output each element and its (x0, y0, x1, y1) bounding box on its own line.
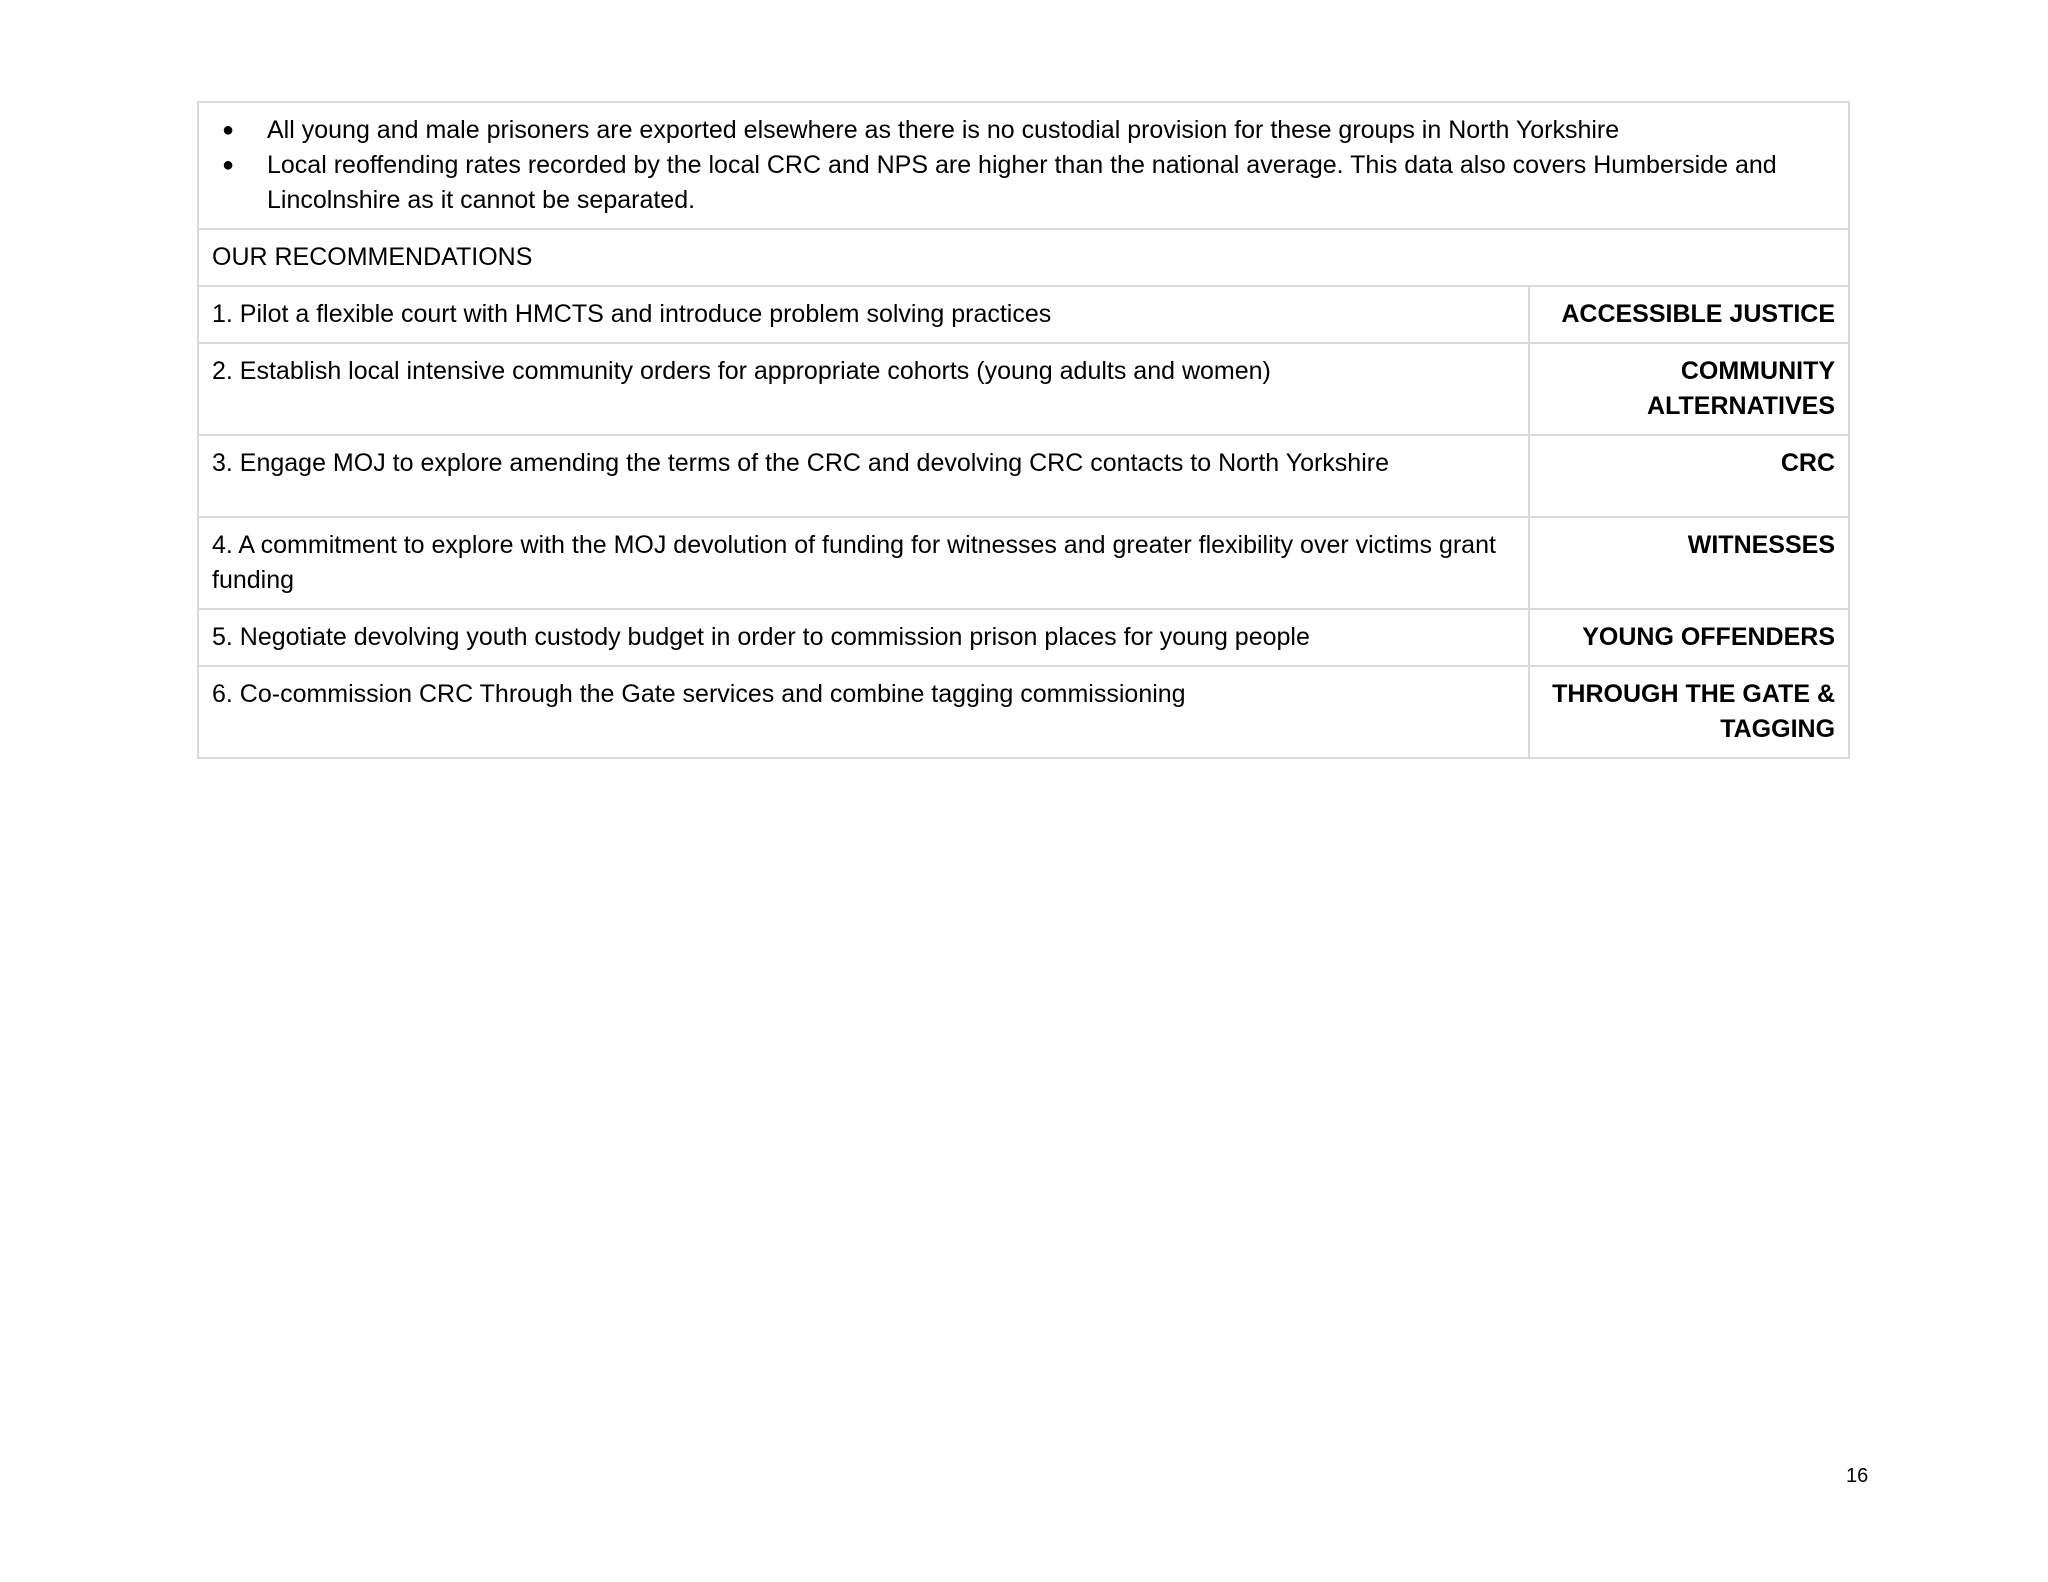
bullet-text: All young and male prisoners are exported elsewhere as there is no custodial provision for these groups in North Yorkshire (267, 116, 1620, 144)
bullets-cell (198, 102, 1849, 229)
recommendation-row (198, 286, 1849, 343)
recommendation-text: 5. Negotiate devolving youth custody budget in order to commission prison places for young people (198, 609, 1529, 666)
recommendation-row (198, 666, 1849, 758)
bullet-icon: ● (222, 119, 235, 141)
bullet-item (212, 113, 1835, 148)
recommendation-tag: THROUGH THE GATE & TAGGING (1529, 666, 1849, 758)
recommendation-tag: WITNESSES (1529, 517, 1849, 609)
recommendation-text: 4. A commitment to explore with the MOJ devolution of funding for witnesses and greater flexibility over victims grant funding (198, 517, 1529, 609)
recommendation-text: 2. Establish local intensive community orders for appropriate cohorts (young adults and women) (198, 343, 1529, 435)
bullet-item (212, 148, 1835, 218)
recommendation-tag: COMMUNITY ALTERNATIVES (1529, 343, 1849, 435)
recommendations-table (197, 101, 1850, 759)
recommendations-header-row (198, 229, 1849, 286)
bullets-row (198, 102, 1849, 229)
recommendation-text: 1. Pilot a flexible court with HMCTS and introduce problem solving practices (198, 286, 1529, 343)
recommendations-header: OUR RECOMMENDATIONS (198, 229, 1849, 286)
recommendation-text: 3. Engage MOJ to explore amending the terms of the CRC and devolving CRC contacts to North Yorkshire (198, 435, 1529, 517)
recommendation-tag: CRC (1529, 435, 1849, 517)
recommendation-text: 6. Co-commission CRC Through the Gate services and combine tagging commissioning (198, 666, 1529, 758)
recommendation-tag: YOUNG OFFENDERS (1529, 609, 1849, 666)
bullet-icon: ● (222, 154, 235, 176)
recommendation-row (198, 609, 1849, 666)
bullet-text: Local reoffending rates recorded by the local CRC and NPS are higher than the national average. This data also covers Humberside and Lincolnshire as it cannot be separated. (267, 151, 1777, 214)
recommendation-row (198, 517, 1849, 609)
recommendation-tag: ACCESSIBLE JUSTICE (1529, 286, 1849, 343)
bullet-list (212, 113, 1835, 218)
page-number: 16 (1846, 1465, 1869, 1487)
recommendation-row (198, 435, 1849, 517)
recommendation-row (198, 343, 1849, 435)
